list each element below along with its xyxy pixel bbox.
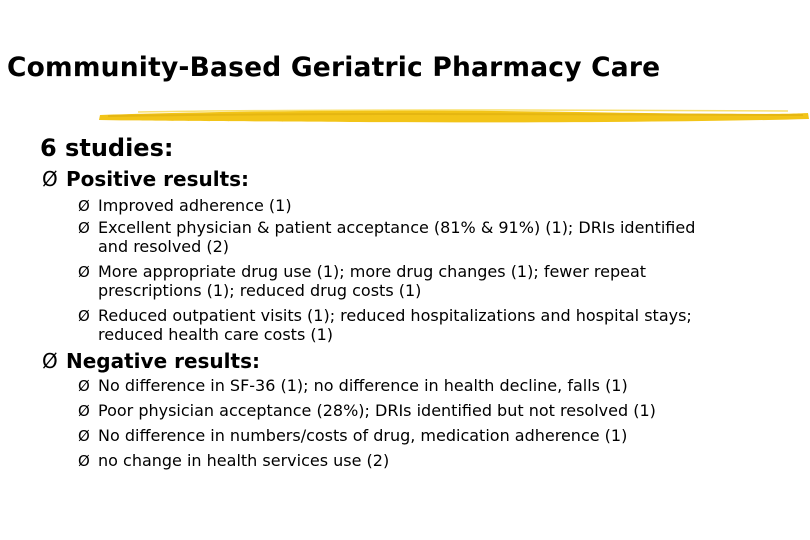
negative-item — [78, 401, 656, 420]
positive-item-text: More appropriate drug use (1); more drug changes (1); fewer repeat — [98, 262, 647, 281]
positive-item — [78, 218, 695, 256]
positive-item-text-cont: reduced health care costs (1) — [98, 325, 334, 344]
arrow-bullet-icon: Ø — [78, 197, 90, 215]
slide-title: Community-Based Geriatric Pharmacy Care — [7, 52, 661, 83]
positive-item-text: Excellent physician & patient acceptance (81% & 91%) (1); DRIs identified — [98, 218, 696, 237]
title-underline-brushstroke — [98, 103, 810, 129]
arrow-bullet-icon: Ø — [78, 307, 90, 325]
positive-item-text-cont: prescriptions (1); reduced drug costs (1) — [98, 281, 422, 300]
negative-item — [78, 426, 627, 445]
negative-item — [78, 451, 389, 470]
positive-item — [78, 196, 292, 215]
negative-item — [78, 376, 628, 395]
arrow-bullet-icon: Ø — [78, 452, 90, 470]
arrow-bullet-icon: Ø — [78, 377, 90, 395]
positive-results-header — [42, 167, 249, 191]
negative-item-text: No difference in SF-36 (1); no difference in health decline, falls (1) — [98, 376, 628, 395]
positive-item — [78, 306, 692, 344]
positive-item-text-cont: and resolved (2) — [98, 237, 230, 256]
positive-item-text: Reduced outpatient visits (1); reduced hospitalizations and hospital stays; — [98, 306, 692, 325]
positive-results-label: Positive results: — [66, 167, 250, 191]
negative-item-text: No difference in numbers/costs of drug, medication adherence (1) — [98, 426, 628, 445]
arrow-bullet-icon: Ø — [78, 427, 90, 445]
arrow-bullet-icon: Ø — [78, 402, 90, 420]
negative-results-label: Negative results: — [66, 349, 260, 373]
arrow-bullet-icon: Ø — [42, 349, 58, 373]
arrow-bullet-icon: Ø — [78, 263, 90, 281]
negative-item-text: Poor physician acceptance (28%); DRIs identified but not resolved (1) — [98, 401, 656, 420]
negative-results-header — [42, 349, 260, 373]
positive-item — [78, 262, 646, 300]
positive-item-text: Improved adherence (1) — [98, 196, 292, 215]
studies-heading: 6 studies: — [40, 134, 174, 162]
arrow-bullet-icon: Ø — [42, 167, 58, 191]
negative-item-text: no change in health services use (2) — [98, 451, 390, 470]
arrow-bullet-icon: Ø — [78, 219, 90, 237]
